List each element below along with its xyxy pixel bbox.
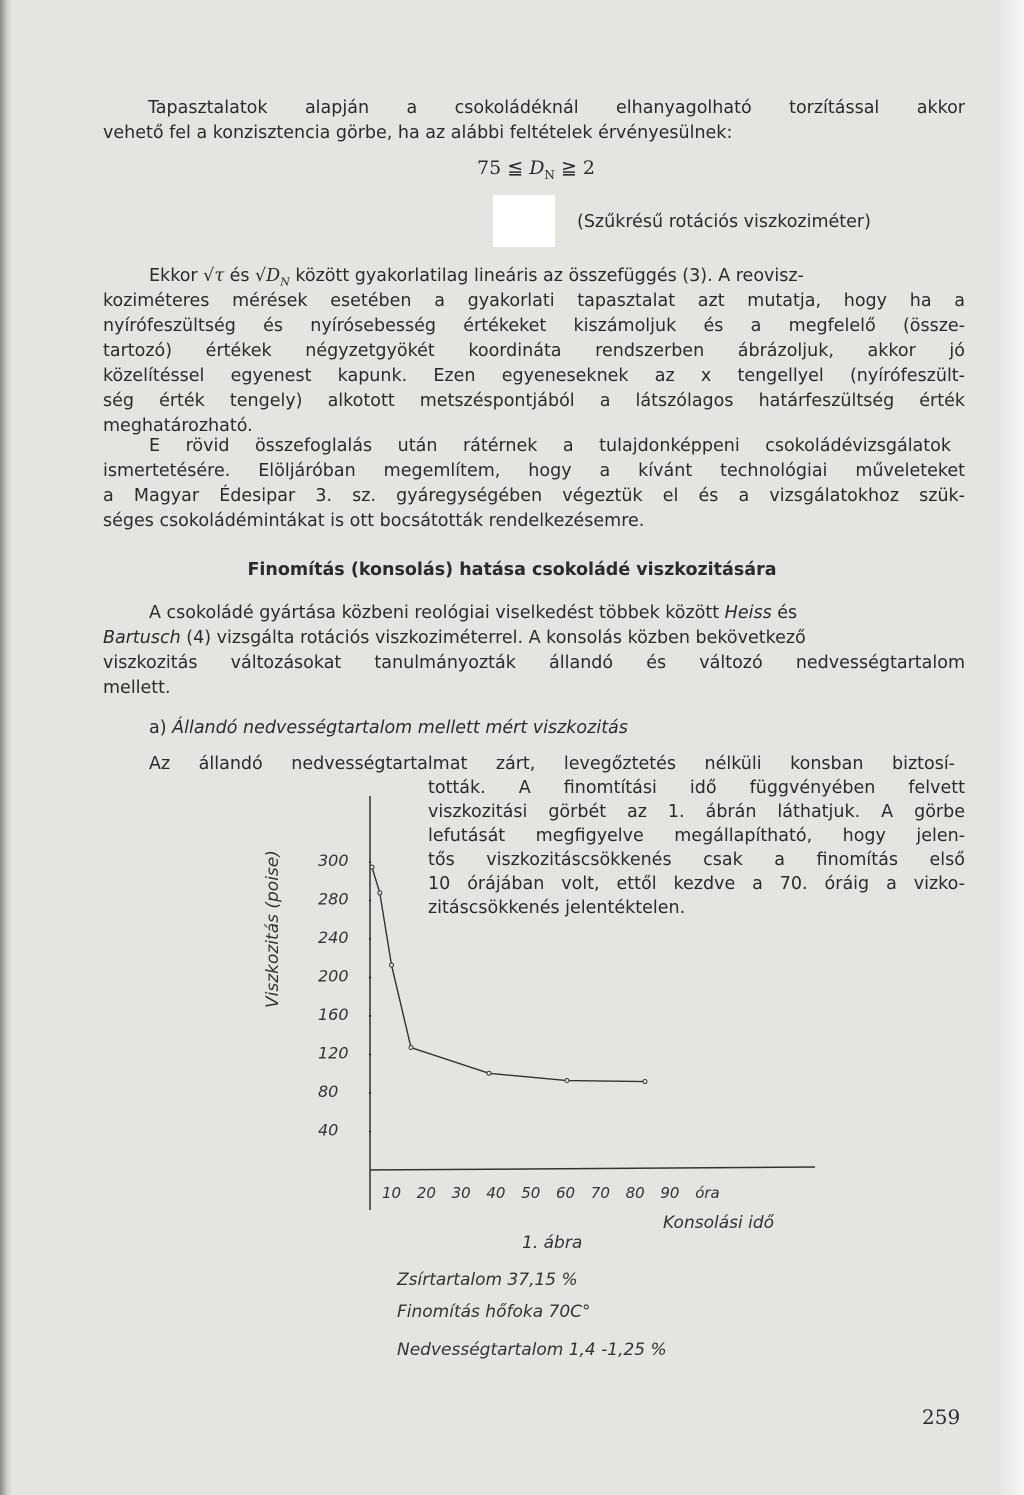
data-point [390, 963, 394, 967]
x-tick-label: 10 [382, 1184, 402, 1202]
paragraph-1-line-2: vehető fel a konzisztencia görbe, ha az alábbi feltételek érvényesülnek: [103, 123, 733, 143]
y-tick-mark [369, 1053, 371, 1055]
paragraph-4-line-4: mellett. [103, 678, 171, 698]
paragraph-3-line-2: ismertetésére. Elöljáróban megemlítem, hogy a kívánt technológiai műveleteket [103, 461, 965, 481]
x-axis-label: Konsolási idő [663, 1213, 775, 1233]
data-point [643, 1080, 647, 1084]
refining-temperature-note: Finomítás hőfoka 70C° [397, 1302, 591, 1322]
y-tick-label: 80 [318, 1082, 339, 1101]
paragraph-4-line-2: Bartusch (4) vizsgálta rotációs viszkoziméterrel. A konsolás közben bekövetkező [103, 628, 806, 648]
paragraph-2-line-6: ség érték tengely) alkotott metszéspontjából a látszólagos határfeszültség érték [103, 391, 965, 411]
x-tick-label: óra [695, 1184, 720, 1202]
x-tick-label: 60 [556, 1184, 576, 1202]
x-tick-label: 20 [416, 1184, 436, 1202]
data-point [565, 1079, 569, 1083]
paragraph-5-line-7: zitáscsökkenés jelentéktelen. [428, 898, 686, 918]
figure-caption: 1. ábra [522, 1233, 583, 1253]
paragraph-5-line-1: Az állandó nedvességtartalmat zárt, levegőztetés nélküli konsban biztosí- [149, 754, 955, 774]
x-axis [370, 1167, 815, 1170]
blank-patch [493, 195, 555, 247]
data-point [487, 1071, 491, 1075]
data-point [378, 891, 382, 895]
x-tick-label: 90 [660, 1184, 680, 1202]
x-tick-label: 70 [590, 1184, 610, 1202]
y-tick-label: 300 [318, 851, 349, 870]
y-tick-mark [369, 861, 371, 863]
section-heading: Finomítás (konsolás) hatása csokoládé viszkozitására [247, 560, 777, 580]
viscosity-chart [230, 790, 830, 1270]
y-tick-label: 120 [318, 1043, 349, 1063]
y-tick-mark [369, 1130, 371, 1132]
paragraph-5-line-6: 10 órájában volt, ettől kezdve a 70. óráig a vizko- [428, 874, 965, 894]
paragraph-5-line-2: tották. A finomtítási idő függvényében felvett [428, 778, 965, 798]
paragraph-2-line-5: közelítéssel egyenest kapunk. Ezen egyeneseknek az x tengellyel (nyírófeszült- [103, 366, 965, 386]
page-number: 259 [922, 1405, 961, 1429]
paragraph-5-line-3: viszkozitási görbét az 1. ábrán láthatjuk. A görbe [428, 802, 965, 822]
y-tick-mark [369, 938, 371, 940]
y-tick-mark [369, 1092, 371, 1094]
y-axis-label: Viszkozitás (poise) [263, 850, 283, 1008]
y-tick-label: 200 [318, 966, 349, 986]
x-tick-label: 40 [486, 1184, 506, 1202]
data-point [409, 1046, 413, 1050]
x-tick-label: 80 [625, 1184, 645, 1202]
chart-series [370, 865, 647, 1083]
fat-content-note: Zsírtartalom 37,15 % [397, 1270, 578, 1290]
paragraph-3-line-4: séges csokoládémintákat is ott bocsátották rendelkezésemre. [103, 511, 645, 531]
paragraph-3-line-1: E rövid összefoglalás után rátérnek a tulajdonképpeni csokoládévizsgálatok [149, 436, 951, 456]
y-tick-mark [369, 899, 371, 901]
paragraph-2-line-2: koziméteres mérések esetében a gyakorlati tapasztalat azt mutatja, hogy ha a [103, 291, 965, 311]
y-tick-mark [369, 1015, 371, 1017]
y-tick-mark [369, 976, 371, 978]
paragraph-5-line-5: tős viszkozitáscsökkenés csak a finomítás első [428, 850, 965, 870]
viscometer-note: (Szűkrésű rotációs viszkoziméter) [577, 212, 871, 232]
y-tick-label: 240 [318, 928, 349, 947]
paragraph-5-line-4: lefutását megfigyelve megállapítható, hogy jelen- [428, 826, 965, 846]
series-line [372, 867, 645, 1081]
paragraph-4-line-1: A csokoládé gyártása közbeni reológiai viselkedést többek között Heiss és [149, 603, 798, 623]
x-tick-label: 30 [451, 1184, 471, 1202]
paragraph-4-line-3: viszkozitás változásokat tanulmányozták állandó és változó nedvességtartalom [103, 653, 965, 673]
moisture-content-note: Nedvességtartalom 1,4 -1,25 % [397, 1340, 667, 1360]
paragraph-1-line-1: Tapasztalatok alapján a csokoládéknál elhanyagolható torzítással akkor [148, 98, 965, 118]
y-tick-label: 40 [318, 1120, 339, 1140]
y-ticks [318, 851, 371, 1140]
formula-dn-range: 75 ≦ $D_N$ ≧ 2 [477, 157, 596, 182]
paragraph-2-line-7: meghatározható. [103, 416, 253, 436]
paragraph-3-line-3: a Magyar Édesipar 3. sz. gyáregységében végeztük el és a vizsgálatokhoz szük- [103, 486, 965, 506]
x-tick-label: 50 [521, 1184, 541, 1202]
data-point [370, 865, 374, 869]
paragraph-2-line-3: nyírófeszültség és nyírósebesség értékeket kiszámoljuk és a megfelelő (össze- [103, 316, 965, 336]
paragraph-2-line-4: tartozó) értékek négyzetgyökét koordináta rendszerben ábrázoljuk, akkor jó [103, 341, 965, 361]
y-tick-label: 160 [318, 1005, 349, 1024]
x-ticks [382, 1184, 720, 1202]
y-tick-label: 280 [318, 889, 349, 909]
chart-axes [370, 796, 815, 1210]
paragraph-2-line-1: Ekkor √τ és $√D_N$ között gyakorlatilag lineáris az összefüggés (3). A reovisz- [149, 266, 804, 289]
subsection-heading: a) Állandó nedvességtartalom mellett mért viszkozitás [149, 718, 628, 738]
